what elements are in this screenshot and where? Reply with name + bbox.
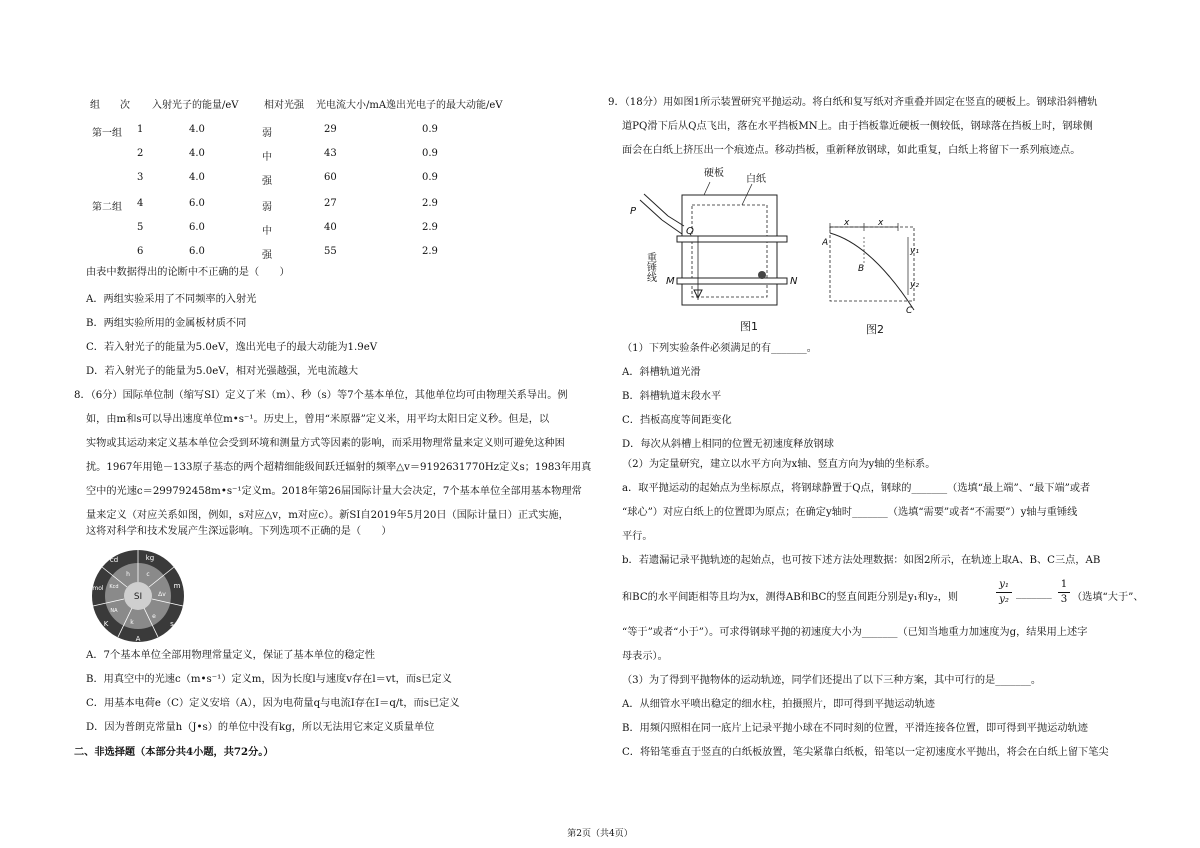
table-header-group: 组 次 (90, 100, 130, 111)
wheel-inner-label: NA (110, 608, 118, 614)
q9-part3-option-c: C．将铅笔垂直于竖直的白纸板放置，笔尖紧靠白纸板，铅笔以一定初速度水平抛出，将会在白纸上留下笔尖 (622, 747, 1109, 758)
table-cell: 中 (262, 152, 272, 163)
wheel-outer-label: A (135, 635, 141, 643)
wheel-outer-label: s (170, 620, 174, 628)
table-cell: 2.9 (422, 222, 438, 233)
q8-line: 8．（6分）国际单位制（缩写SI）定义了米（m）、秒（s）等7个基本单位，其他单位均可由物理关系导出。例 (74, 390, 568, 401)
q9-part2b-line2 (622, 578, 1142, 612)
wheel-outer-label: kg (145, 554, 155, 562)
wheel-inner-label: c (146, 571, 150, 578)
fig1-label-board: 硬板 (704, 168, 724, 179)
q8-line: 空中的光速c＝299792458m•s⁻¹定义m。2018年第26届国际计量大会决定，7个基本单位全部用基本物理常 (86, 486, 582, 497)
figure-1-apparatus (622, 160, 802, 335)
table-cell: 27 (324, 198, 337, 209)
q9-part1-option-a: A．斜槽轨道光滑 (622, 367, 701, 378)
fig1-label-line: 重锤线 (644, 252, 656, 282)
fraction-numerator: 1 (1058, 578, 1070, 593)
q9-part1-option-d: D．每次从斜槽上相同的位置无初速度释放钢球 (622, 439, 834, 450)
table-cell: 43 (324, 148, 337, 159)
wheel-inner-label: Δv (158, 591, 166, 598)
fig1-label-q: Q (686, 226, 694, 237)
table-cell: 弱 (262, 128, 272, 139)
table-cell: 中 (262, 226, 272, 237)
q8-line: 如，由m和s可以导出速度单位m•s⁻¹。历史上，曾用“米原器”定义米，用平均太阳日定义秒。但是，以 (86, 414, 550, 425)
table-cell: 强 (262, 250, 272, 261)
q7-option-a: A．两组实验采用了不同频率的入射光 (86, 294, 257, 305)
q9-part2a-line: “球心”）对应白纸上的位置即为原点；在确定y轴时_______（选填“需要”或者“不需要”）y轴与重锤线 (622, 507, 1078, 518)
fig2-label-c: C (906, 306, 913, 316)
q9-part2a-line: 平行。 (622, 531, 653, 542)
table-cell: 29 (324, 124, 337, 135)
fig2-label-a: A (822, 238, 829, 248)
wheel-outer-label: K (103, 620, 109, 628)
table-cell: 2.9 (422, 246, 438, 257)
q9-part3-option-a: A．从细管水平喷出稳定的细水柱，拍摄照片，即可得到平抛运动轨迹 (622, 699, 935, 710)
q9-part3-option-b: B．用频闪照相在同一底片上记录平抛小球在不同时刻的位置，平滑连接各位置，即可得到平抛运动轨迹 (622, 723, 1088, 734)
q9-part2b-text-post: （选填“大于”、 (1072, 592, 1144, 603)
figure-2-trajectory (822, 215, 932, 340)
fig1-label-p: P (630, 206, 637, 217)
q9-part2: （2）为定量研究，建立以水平方向为x轴、竖直方向为y轴的坐标系。 (622, 459, 936, 470)
table-cell: 弱 (262, 202, 272, 213)
table-header-current: 光电流大小/mA (316, 100, 387, 111)
fraction-numerator: y₁ (996, 578, 1012, 593)
q9-part2b-line4: 母表示）。 (622, 651, 668, 662)
table-cell: 0.9 (422, 124, 438, 135)
page-footer: 第2页（共4页） (567, 829, 633, 839)
q9-part3: （3）为了得到平抛物体的运动轨迹，同学们还提出了以下三种方案，其中可行的是_______。 (622, 675, 1042, 686)
section-2-heading: 二、非选择题（本部分共4小题，共72分。） (74, 746, 274, 758)
table-cell: 40 (324, 222, 337, 233)
table-cell: 5 (137, 222, 144, 233)
wheel-outer-label: mol (92, 585, 104, 592)
q8-line: 量来定义（对应关系如图，例如，s对应△v，m对应c）。新SI自2019年5月20日（国际计量日）正式实施， (86, 510, 569, 521)
si-units-wheel (90, 548, 186, 644)
fraction-y1-y2 (996, 578, 1012, 607)
q8-option-d: D．因为普朗克常量h（J•s）的单位中没有kg，所以无法用它来定义质量单位 (86, 722, 435, 733)
table-cell: 第一组 (92, 128, 122, 139)
wheel-inner-label: Kcd (109, 584, 119, 590)
q9-part2b-line1: b．若遗漏记录平抛轨迹的起始点，也可按下述方法处理数据：如图2所示，在轨迹上取A、B、C三点，AB (622, 555, 1101, 566)
table-cell: 6.0 (189, 198, 205, 209)
table-cell: 0.9 (422, 172, 438, 183)
q7-option-d: D．若入射光子的能量为5.0eV，相对光强越强，光电流越大 (86, 366, 359, 377)
fig2-label-y2: y₂ (910, 280, 919, 290)
fig1-label-paper: 白纸 (746, 174, 766, 185)
q9-part1-option-c: C．挡板高度等间距变化 (622, 415, 732, 426)
q8-option-a: A．7个基本单位全部用物理常量定义，保证了基本单位的稳定性 (86, 650, 375, 661)
q8-line: 扰。1967年用铯－133原子基态的两个超精细能级间跃迁辐射的频率△v＝9192631770Hz定义s；1983年用真 (86, 462, 592, 473)
q8-option-c: C．用基本电荷e（C）定义安培（A），因为电荷量q与电流I存在I＝q/t，而s已定义 (86, 698, 460, 709)
table-cell: 6.0 (189, 246, 205, 257)
q9-part2a-line: a．取平抛运动的起始点为坐标原点，将钢球静置于Q点，钢球的_______（选填“最上端”、“最下端”或者 (622, 483, 1091, 494)
q7-option-b: B．两组实验所用的金属板材质不同 (86, 318, 247, 329)
q8-line: 实物或其运动来定义基本单位会受到环境和测量方式等因素的影响，而采用物理常量来定义则可避免这种困 (86, 438, 565, 449)
table-cell: 4.0 (189, 148, 205, 159)
fig1-label-n: N (790, 276, 798, 287)
table-header-intensity: 相对光强 (264, 100, 304, 111)
fig2-caption: 图2 (866, 323, 884, 336)
fig1-caption: 图1 (740, 320, 758, 333)
q9-part1: （1）下列实验条件必须满足的有_______。 (622, 343, 817, 354)
table-cell: 3 (137, 172, 144, 183)
q8-line: 这将对科学和技术发展产生深远影响。下列选项不正确的是（ ） (86, 526, 392, 537)
fraction-denominator: 3 (1060, 594, 1068, 605)
table-header-kinetic: 逸出光电子的最大动能/eV (386, 100, 503, 111)
table-cell: 4.0 (189, 172, 205, 183)
data-table (82, 96, 602, 266)
table-cell: 强 (262, 176, 272, 187)
table-cell: 4.0 (189, 124, 205, 135)
wheel-inner-label: k (130, 619, 134, 626)
q9-part2b-line3: “等于”或者“小于”）。可求得钢球平抛的初速度大小为_______（已知当地重力加速度为g，结果用上述字 (622, 627, 1088, 638)
table-cell: 55 (324, 246, 337, 257)
fig2-label-y1: y₁ (910, 246, 919, 256)
q9-part2b-text-pre: 和BC的水平间距相等且均为x，测得AB和BC的竖直间距分别是y₁和y₂，则 (622, 592, 959, 603)
wheel-center-label: SI (133, 592, 143, 602)
fig2-label-x1: x (844, 218, 850, 228)
q9-line: 9．（18分）用如图1所示装置研究平抛运动。将白纸和复写纸对齐重叠并固定在竖直的硬板上。钢球沿斜槽轨 (608, 97, 1098, 108)
table-header-energy: 入射光子的能量/eV (152, 100, 239, 111)
table-cell: 0.9 (422, 148, 438, 159)
wheel-outer-label: cd (109, 556, 119, 564)
q9-line: 道PQ滑下后从Q点飞出，落在水平挡板MN上。由于挡板靠近硬板一侧较低，钢球落在挡板上时，钢球侧 (622, 121, 1093, 132)
table-cell: 2.9 (422, 198, 438, 209)
wheel-inner-label: h (126, 571, 130, 578)
fig2-label-b: B (858, 264, 865, 274)
q9-line: 面会在白纸上挤压出一个痕迹点。移动挡板，重新释放钢球，如此重复，白纸上将留下一系列痕迹点。 (622, 145, 1081, 156)
table-cell: 2 (137, 148, 144, 159)
fig2-label-x2: x (878, 218, 884, 228)
q7-stem: 由表中数据得出的论断中不正确的是（ ） (86, 267, 290, 278)
fraction-denominator: y₂ (999, 594, 1009, 605)
fig1-label-m: M (666, 276, 675, 287)
wheel-inner-label: e (152, 613, 156, 620)
table-cell: 1 (137, 124, 144, 135)
wheel-outer-label: m (173, 582, 181, 590)
fraction-one-third (1058, 578, 1070, 607)
q7-option-c: C．若入射光子的能量为5.0eV，逸出光电子的最大动能为1.9eV (86, 342, 378, 353)
q8-option-b: B．用真空中的光速c（m•s⁻¹）定义m，因为长度l与速度v存在l＝vt，而s已定义 (86, 674, 452, 685)
table-cell: 第二组 (92, 202, 122, 213)
table-cell: 6.0 (189, 222, 205, 233)
answer-blank[interactable]: _______ (1016, 588, 1052, 599)
table-cell: 6 (137, 246, 144, 257)
table-cell: 60 (324, 172, 337, 183)
table-cell: 4 (137, 198, 144, 209)
q9-part1-option-b: B．斜槽轨道末段水平 (622, 391, 722, 402)
